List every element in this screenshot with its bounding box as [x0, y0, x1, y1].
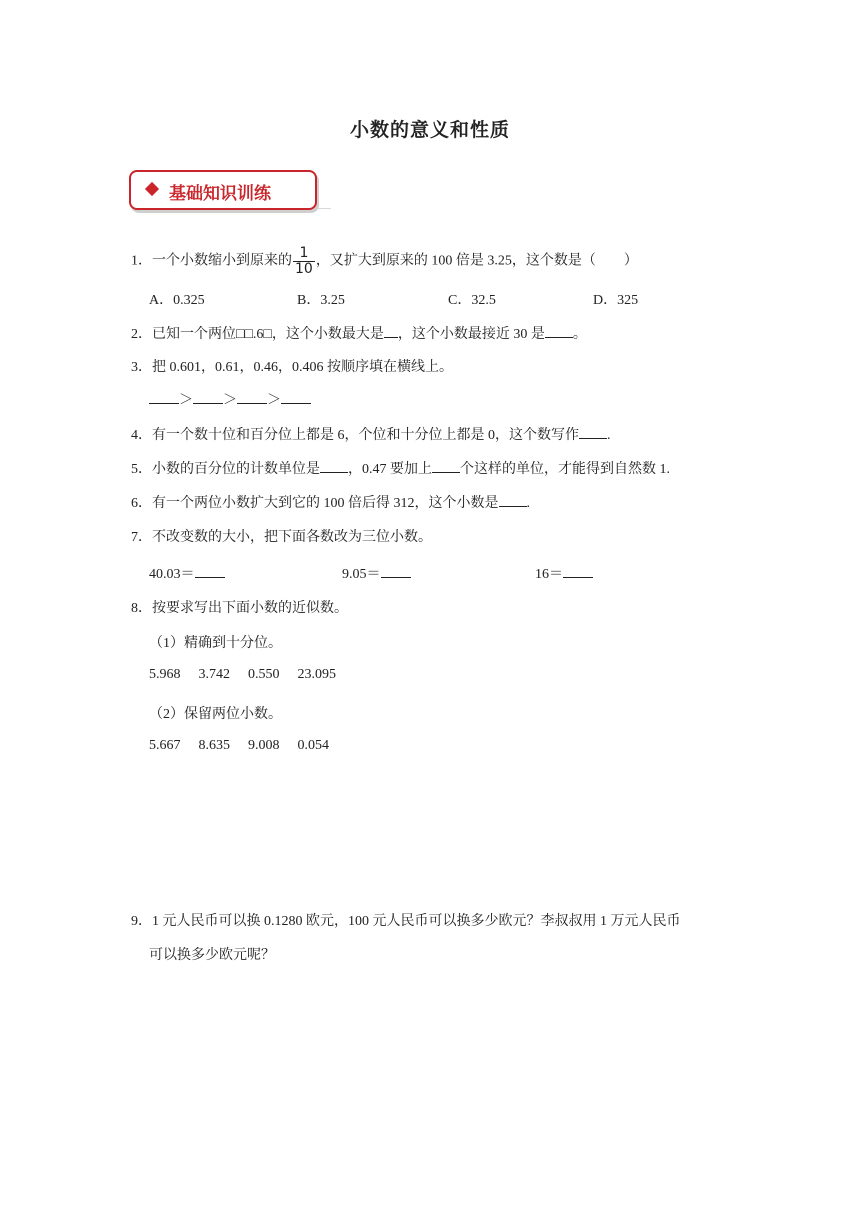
sub-question-1: （1）精确到十分位。 — [149, 636, 282, 651]
conversion-item — [535, 563, 593, 583]
number-item: 3.742 — [198, 667, 230, 682]
question-5 — [131, 458, 670, 478]
question-number: 3． — [131, 360, 152, 375]
number-item: 5.667 — [149, 738, 181, 753]
question-number: 5． — [131, 462, 152, 477]
fraction-numerator: 1 — [293, 246, 315, 262]
option-c: C．32.5 — [448, 293, 496, 308]
question-9-continued: 可以换多少欧元呢？ — [149, 948, 275, 963]
question-number: 7． — [131, 530, 152, 545]
number-list — [149, 738, 329, 754]
question-text: 有一个两位小数扩大到它的 100 倍后得 312，这个小数是 — [152, 496, 499, 511]
question-text: 按要求写出下面小数的近似数。 — [152, 601, 348, 616]
question-text: 已知一个两位□□.6□，这个小数最大是 — [152, 327, 384, 342]
conversion-item — [342, 563, 411, 583]
answer-blank[interactable] — [499, 492, 527, 507]
question-text: ，0.47 要加上 — [348, 462, 432, 477]
question-text: 小数的百分位的计数单位是 — [152, 462, 320, 477]
answer-blank[interactable] — [579, 424, 607, 439]
number-item: 0.054 — [297, 738, 329, 753]
greater-than: ＞ — [223, 393, 237, 408]
question-number: 9． — [131, 914, 152, 929]
option-d: D．325 — [593, 293, 639, 308]
question-1 — [131, 246, 638, 277]
answer-blank[interactable] — [545, 323, 573, 338]
question-text: 一个小数缩小到原来的 — [152, 253, 292, 269]
answer-blank[interactable] — [563, 563, 593, 578]
conversion-item — [149, 563, 225, 583]
conversion-label: 9.05＝ — [342, 567, 381, 582]
answer-blank[interactable] — [381, 563, 411, 578]
question-text: ，这个小数最接近 30 是 — [397, 327, 545, 342]
answer-blank[interactable] — [432, 458, 460, 473]
question-text: 1 元人民币可以换 0.1280 欧元，100 元人民币可以换多少欧元？李叔叔用 1 万元人民币 — [152, 914, 681, 929]
option-b: B．3.25 — [297, 293, 345, 308]
ordering-blanks — [149, 389, 311, 409]
question-text: 不改变数的大小，把下面各数改为三位小数。 — [152, 530, 432, 545]
question-text: ，又扩大到原来的 100 倍是 3.25，这个数是（ ） — [315, 253, 638, 269]
banner-divider — [317, 208, 331, 209]
question-text: . — [607, 428, 611, 443]
answer-blank[interactable] — [149, 389, 179, 404]
answer-blank[interactable] — [281, 389, 311, 404]
section-banner — [129, 170, 317, 210]
section-label: 基础知识训练 — [169, 184, 271, 204]
question-number: 1． — [131, 253, 152, 269]
question-text: 。 — [572, 327, 587, 342]
answer-blank[interactable] — [384, 323, 398, 338]
question-text: 有一个数十位和百分位上都是 6，个位和十分位上都是 0，这个数写作 — [152, 428, 579, 443]
diamond-icon — [145, 182, 159, 196]
fraction — [293, 246, 315, 277]
question-number: 8． — [131, 601, 152, 616]
question-number: 2． — [131, 327, 152, 342]
question-4 — [131, 424, 611, 444]
answer-blank[interactable] — [320, 458, 348, 473]
number-item: 5.968 — [149, 667, 181, 682]
conversion-label: 16＝ — [535, 567, 563, 582]
question-text: . — [526, 496, 530, 511]
question-number: 4． — [131, 428, 152, 443]
sub-question-2: （2）保留两位小数。 — [149, 707, 282, 722]
number-item: 23.095 — [297, 667, 336, 682]
question-text: 个这样的单位，才能得到自然数 1. — [460, 462, 670, 477]
greater-than: ＞ — [179, 393, 193, 408]
number-item: 0.550 — [248, 667, 280, 682]
answer-blank[interactable] — [237, 389, 267, 404]
fraction-denominator: 10 — [295, 261, 313, 277]
number-list — [149, 667, 336, 683]
number-item: 8.635 — [198, 738, 230, 753]
question-9 — [131, 910, 681, 930]
question-3 — [131, 356, 453, 376]
question-7 — [131, 526, 432, 546]
question-number: 6． — [131, 496, 152, 511]
answer-blank[interactable] — [193, 389, 223, 404]
page-title: 小数的意义和性质 — [349, 119, 510, 141]
conversion-label: 40.03＝ — [149, 567, 195, 582]
question-6 — [131, 492, 530, 512]
question-text: 把 0.601，0.61，0.46，0.406 按顺序填在横线上。 — [152, 360, 453, 375]
answer-blank[interactable] — [195, 563, 225, 578]
question-2 — [131, 323, 587, 343]
question-8 — [131, 597, 348, 617]
option-a: A．0.325 — [149, 293, 205, 308]
number-item: 9.008 — [248, 738, 280, 753]
greater-than: ＞ — [267, 393, 281, 408]
